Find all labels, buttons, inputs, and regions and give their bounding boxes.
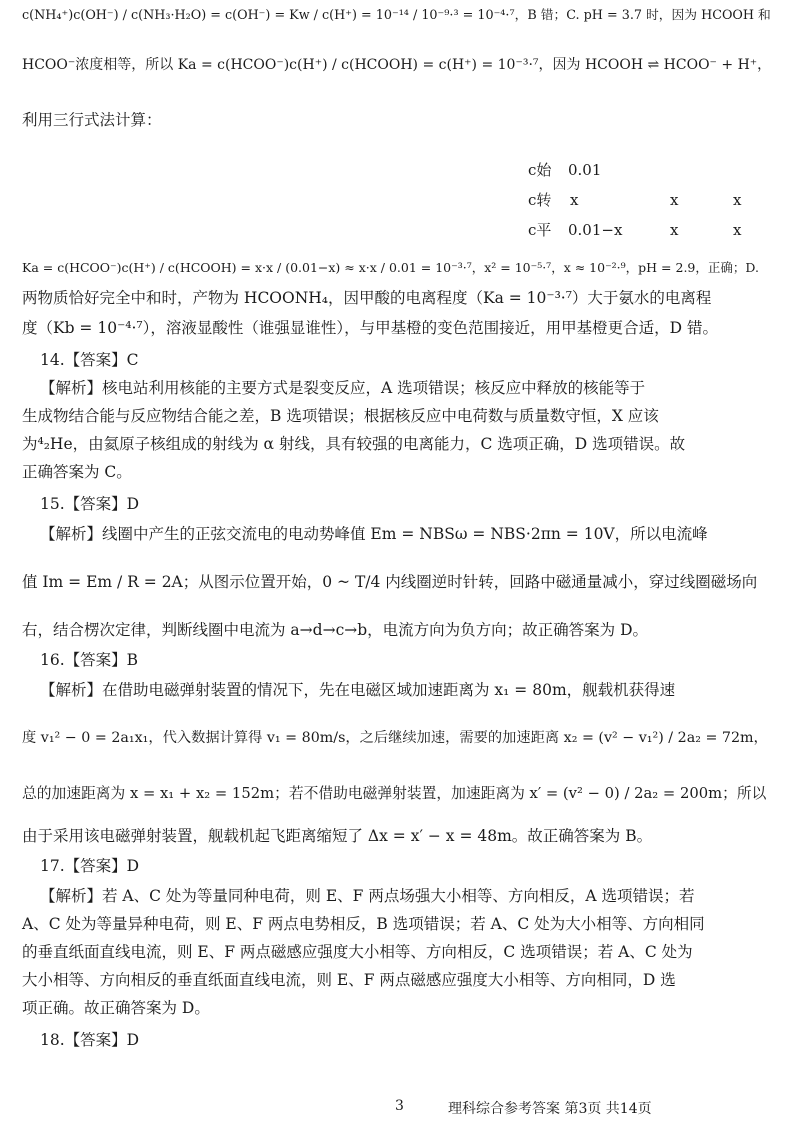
text-line-20: 由于采用该电磁弹射装置，舰载机起飞距离缩短了 Δx = x′ − x = 48m。故正确答案为 B。 <box>22 827 653 845</box>
table-label-change: c转 <box>528 191 552 209</box>
text-line-6: 度（Kb = 10⁻⁴·⁷），溶液显酸性（谁强显谁性），与甲基橙的变色范围接近，用甲基橙更合适，D 错。 <box>22 319 718 337</box>
answer-16-heading: 16.【答案】B <box>40 651 139 669</box>
text-line-14: 值 Im = Em / R = 2A；从图示位置开始，0 ~ T/4 内线圈逆时针转，回路中磁通量减小，穿过线圈磁场向 <box>22 573 758 591</box>
text-line-9: 生成物结合能与反应物结合能之差，B 选项错误；根据核反应中电荷数与质量数守恒，X 应该 <box>22 407 659 425</box>
text-line-10: 为⁴₂He，由氦原子核组成的射线为 α 射线，具有较强的电离能力，C 选项正确，D 选项错误。故 <box>22 435 686 453</box>
text-line-11: 正确答案为 C。 <box>22 463 132 481</box>
table-cell-eq-2: x <box>670 221 679 239</box>
text-line-26: 项正确。故正确答案为 D。 <box>22 999 210 1017</box>
footer-text: 理科综合参考答案 第3页 共14页 <box>448 1101 652 1117</box>
text-line-13: 【解析】线圈中产生的正弦交流电的电动势峰值 Em = NBSω = NBS·2πn = 10V，所以电流峰 <box>40 525 708 543</box>
footer-page-number: 3 <box>395 1098 404 1114</box>
text-line-15: 右，结合楞次定律，判断线圈中电流为 a→d→c→b，电流方向为负方向；故正确答案为 D。 <box>22 621 649 639</box>
text-line-3: 利用三行式法计算： <box>22 111 162 129</box>
text-line-23: A、C 处为等量异种电荷，则 E、F 两点电势相反，B 选项错误；若 A、C 处为大小相等、方向相同 <box>22 915 705 933</box>
text-line-8: 【解析】核电站利用核能的主要方式是裂变反应，A 选项错误；核反应中释放的核能等于 <box>40 379 646 397</box>
answer-15-heading: 15.【答案】D <box>40 495 140 513</box>
text-line-24: 的垂直纸面直线电流，则 E、F 两点磁感应强度大小相等、方向相反，C 选项错误；若 A、C 处为 <box>22 943 693 961</box>
text-line-25: 大小相等、方向相反的垂直纸面直线电流，则 E、F 两点磁感应强度大小相等、方向相同，D 选 <box>22 971 676 989</box>
table-cell-start-1: 0.01 <box>568 161 602 179</box>
text-line-17: 【解析】在借助电磁弹射装置的情况下，先在电磁区域加速距离为 x₁ = 80m，舰载机获得速 <box>40 681 676 699</box>
text-line-5: 两物质恰好完全中和时，产物为 HCOONH₄，因甲酸的电离程度（Ka = 10⁻³·⁷）大于氨水的电离程 <box>22 289 712 307</box>
table-cell-eq-1: 0.01−x <box>568 221 623 239</box>
answer-17-heading: 17.【答案】D <box>40 857 140 875</box>
text-line-22: 【解析】若 A、C 处为等量同种电荷，则 E、F 两点场强大小相等、方向相反，A 选项错误；若 <box>40 887 695 905</box>
table-cell-change-3: x <box>733 191 742 209</box>
text-line-19: 总的加速距离为 x = x₁ + x₂ = 152m；若不借助电磁弹射装置，加速距离为 x′ = (v² − 0) / 2a₂ = 200m；所以 <box>22 785 767 802</box>
text-line-18: 度 v₁² − 0 = 2a₁x₁，代入数据计算得 v₁ = 80m/s，之后继续加速，需要的加速距离 x₂ = (v² − v₁²) / 2a₂ = 72m， <box>22 730 768 746</box>
table-cell-eq-3: x <box>733 221 742 239</box>
text-line-4: Ka = c(HCOO⁻)c(H⁺) / c(HCOOH) = x·x / (0.01−x) ≈ x·x / 0.01 = 10⁻³·⁷，x² = 10⁻⁵·⁷，x ≈ 10⁻²·⁹，pH = 2.9，正确；D. <box>22 260 759 275</box>
table-label-start: c始 <box>528 161 552 179</box>
table-cell-change-1: x <box>570 191 579 209</box>
table-label-equilibrium: c平 <box>528 221 552 239</box>
text-line-1: c(NH₄⁺)c(OH⁻) / c(NH₃·H₂O) = c(OH⁻) = Kw / c(H⁺) = 10⁻¹⁴ / 10⁻⁹·³ = 10⁻⁴·⁷，B 错；C. pH = 3.7 时，因为 HCOOH 和 <box>22 8 771 23</box>
table-cell-change-2: x <box>670 191 679 209</box>
answer-14-heading: 14.【答案】C <box>40 351 139 369</box>
text-line-2: HCOO⁻浓度相等，所以 Ka = c(HCOO⁻)c(H⁺) / c(HCOOH) = c(H⁺) = 10⁻³·⁷，因为 HCOOH ⇌ HCOO⁻ + H⁺， <box>22 57 772 73</box>
answer-18-heading: 18.【答案】D <box>40 1031 140 1049</box>
